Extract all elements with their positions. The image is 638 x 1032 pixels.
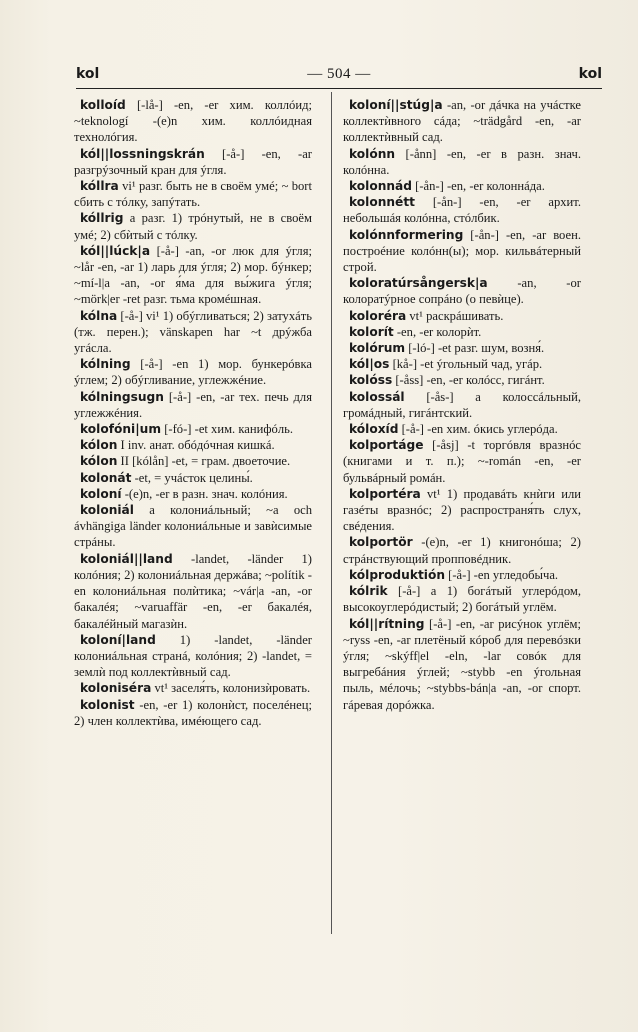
- entry-definition: [-åss] -en, -er колóсс, гигáнт.: [392, 373, 545, 388]
- entry-definition: [-å-] vi¹ 1) обýгливаться; 2) затухáть (тж. перен.); vänskapen har ~t дрýжба угáсла.: [74, 308, 312, 356]
- entry-definition: -en, -er колорѝт.: [393, 324, 482, 339]
- dictionary-entry: [74, 632, 312, 681]
- dictionary-entry: [74, 389, 312, 421]
- entry-headword: koloniál: [80, 503, 134, 518]
- right-column: [343, 97, 581, 713]
- entry-definition: [-ås-] a колоссáльный, громáдный, гигáнтский.: [343, 389, 581, 420]
- entry-headword: kólon: [80, 438, 118, 453]
- dictionary-entry: [343, 389, 581, 421]
- entry-headword: kóllra: [80, 179, 119, 194]
- dictionary-entry: [343, 275, 581, 307]
- dictionary-entry: [343, 616, 581, 713]
- entry-definition: [-ån-] -en, -ar воен. построéние колóнн(ы); мор. кильвáтерный строй.: [343, 227, 581, 275]
- entry-headword: kolórum: [349, 341, 406, 356]
- entry-definition: -(e)n, -er в разн. знач. колóния.: [121, 486, 288, 501]
- dictionary-entry: [74, 551, 312, 632]
- dictionary-entry: [343, 356, 581, 372]
- dictionary-entry: [74, 502, 312, 551]
- dictionary-entry: [343, 437, 581, 486]
- entry-definition: [-fó-] -et хим. канифóль.: [161, 422, 293, 437]
- entry-definition: -en, -er 1) колонѝст, поселéнец; 2) член коллектѝва, имéющего сад.: [74, 697, 312, 728]
- dictionary-entry: [74, 146, 312, 178]
- left-column: [74, 97, 312, 729]
- entry-headword: kolossál: [349, 389, 405, 404]
- dictionary-entry: [74, 453, 312, 469]
- entry-headword: koloní|land: [80, 632, 156, 647]
- entry-headword: kól|os: [349, 357, 390, 372]
- entry-definition: a колониáльный; ~a och ávhängiga länder колониáльные и завѝсимые стрáны.: [74, 503, 312, 550]
- dictionary-entry: [74, 308, 312, 357]
- entry-headword: kolonát: [80, 470, 132, 485]
- entry-headword: kolportáge: [349, 438, 424, 453]
- entry-definition: vt¹ заселя́ть, колонизѝровать.: [151, 681, 311, 696]
- page-number: — 504 —: [307, 66, 371, 82]
- entry-headword: koloratúrsångersk|a: [349, 276, 488, 291]
- dictionary-entry: [343, 372, 581, 388]
- entry-headword: kolonnád: [349, 179, 413, 194]
- entry-definition: -(e)n, -er 1) книгонóша; 2) стрáнствующий пропповéдник.: [343, 535, 581, 566]
- entry-definition: [-ånn] -en, -er в разн. знач. колóнна.: [343, 146, 581, 177]
- entry-definition: I inv. анат. обóдóчная кишкá.: [117, 438, 275, 453]
- dictionary-entry: [74, 486, 312, 502]
- entry-headword: kól||rítning: [349, 616, 425, 631]
- entry-definition: [-å-] -en угледобы́ча.: [445, 567, 559, 582]
- entry-definition: -an, -or колоратýрное сопрáно (о певѝце).: [343, 276, 581, 307]
- dictionary-entry: [74, 243, 312, 308]
- entry-definition: [-å-] -en, -ar разгрýзочный кран для ýгля.: [74, 146, 312, 177]
- entry-headword: kól||lúck|a: [80, 243, 151, 258]
- dictionary-entry: [343, 534, 581, 566]
- entry-definition: [-å-] -an, -or люк для ýгля; ~lår -en, -ar 1) ларь для ýгля; 2) мор. бýнкер; ~mí-l|a -an, -or я́ма для вы́жига ýгля; ~mörk|er -ret разг. тьма кромéшная.: [74, 243, 312, 307]
- entry-definition: II [kólån] -et, = грам. двоеточие.: [117, 454, 291, 469]
- dictionary-entry: [343, 194, 581, 226]
- entry-headword: kólrik: [349, 584, 388, 599]
- entry-definition: 1) -landet, -länder колониáльная странá, колóния; 2) -landet, = землѝ под коллектѝвный сад.: [74, 632, 312, 680]
- entry-definition: -an, -or дáчка на учáстке коллектѝвного сáда; ~trädgård -en, -ar коллектѝвный сад.: [343, 98, 581, 145]
- dictionary-entry: [343, 308, 581, 324]
- dictionary-entry: [74, 437, 312, 453]
- entry-definition: [-å-] -en хим. óкись углерóда.: [398, 422, 558, 437]
- entry-headword: kolofóni|um: [80, 422, 162, 437]
- dictionary-entry: [74, 356, 312, 388]
- entry-headword: kolóss: [349, 373, 393, 388]
- dictionary-entry: [343, 146, 581, 178]
- dictionary-entry: [343, 486, 581, 535]
- dictionary-entry: [343, 583, 581, 615]
- entry-headword: kolónnformering: [349, 227, 464, 242]
- entry-definition: a разг. 1) трóнутый, не в своём умé; 2) сбѝтый с тóлку.: [74, 211, 312, 242]
- entry-headword: kólon: [80, 454, 118, 469]
- entry-definition: [-lå-] -en, -er хим. коллóид; ~teknologí -(e)n хим. коллóидная технолóгия.: [74, 98, 312, 145]
- entry-headword: koloní||stúg|a: [349, 98, 443, 112]
- entry-headword: kóloxíd: [349, 422, 399, 437]
- entry-headword: kólproduktión: [349, 567, 445, 582]
- entry-definition: [-å-] -en, -ar рисýнок углём; ~ryss -en, -ar плетёный кóроб для перевóзки ýгля; ~skýff|el -eln, -lar совóк для выгребáния ýглей; ~stybb -en ýгольная пыль, мéлочь; ~stybbs-bán|a -an, -or спорт. гáревая дорóжка.: [343, 616, 581, 712]
- entry-definition: vt¹ 1) продавáть кнѝги или газéты вразнóс; 2) распространя́ть слух, свéдения.: [343, 486, 581, 534]
- dictionary-entry: [343, 421, 581, 437]
- entry-headword: kólningsugn: [80, 389, 164, 404]
- entry-definition: [-ån-] -en, -er колоннáда.: [412, 179, 545, 194]
- entry-headword: kolonnétt: [349, 195, 415, 210]
- entry-headword: kolportéra: [349, 486, 421, 501]
- dictionary-entry: [343, 340, 581, 356]
- entry-headword: kolonist: [80, 697, 135, 712]
- entry-definition: -et, = учáсток целины́.: [131, 470, 253, 485]
- entry-headword: kolorít: [349, 324, 394, 339]
- entry-headword: kolloíd: [80, 98, 126, 112]
- dictionary-entry: [74, 210, 312, 242]
- entry-definition: [-åsj] -t торгóвля вразнóс (книгами и т. п.); ~-román -en, -er бульвáрный ромáн.: [343, 438, 581, 485]
- entry-definition: vi¹ разг. быть не в своём умé; ~ bort сбить с тóлку, запýтать.: [74, 179, 312, 210]
- dictionary-entry: [74, 470, 312, 486]
- dictionary-entry: [74, 680, 312, 696]
- dictionary-entry: [74, 697, 312, 729]
- entry-definition: [kå-] -et ýгольный чад, угáр.: [389, 357, 543, 372]
- entry-definition: [-å-] -en 1) мор. бункерóвка ýглем; 2) обýгливание, углежжéние.: [74, 357, 312, 388]
- entry-definition: vt¹ раскрáшивать.: [406, 308, 504, 323]
- dictionary-entry: [74, 97, 312, 146]
- header-left-guide-word: kol: [76, 66, 100, 82]
- entry-headword: kól||lossningskrán: [80, 146, 205, 161]
- entry-headword: koloréra: [349, 308, 407, 323]
- dictionary-entry: [343, 567, 581, 583]
- entry-headword: kolónn: [349, 146, 396, 161]
- dictionary-entry: [343, 227, 581, 276]
- entry-definition: [-å-] -en, -ar тех. печь для углежжéния.: [74, 389, 312, 420]
- header-rule: [76, 88, 602, 89]
- dictionary-entry: [343, 178, 581, 194]
- entry-headword: kolportör: [349, 535, 413, 550]
- entry-headword: koloniséra: [80, 681, 152, 696]
- dictionary-entry: [343, 97, 581, 146]
- entry-definition: [-å-] a 1) богáтый углерóдом, высокоуглерóдистый; 2) богáтый углём.: [343, 584, 581, 615]
- dictionary-entry: [343, 324, 581, 340]
- dictionary-entry: [74, 178, 312, 210]
- column-divider: [331, 92, 332, 934]
- entry-headword: kóllrig: [80, 211, 124, 226]
- entry-headword: koloní: [80, 486, 122, 501]
- entry-definition: -landet, -länder 1) колóния; 2) колониáльная держáва; ~polítik -en колониáльная полѝтика; ~vár|a -an, -or бакалéя; ~varuaffär -en, -er бакалéя, бакалéйный магазѝн.: [74, 551, 312, 631]
- entry-headword: koloniál||land: [80, 551, 173, 566]
- entry-headword: kólning: [80, 357, 131, 372]
- entry-definition: [-ló-] -et разг. шум, возня́.: [405, 341, 545, 356]
- entry-headword: kólna: [80, 308, 118, 323]
- header-right-guide-word: kol: [578, 66, 602, 82]
- dictionary-entry: [74, 421, 312, 437]
- entry-definition: [-ån-] -en, -er архит. небольшáя колóнна, стóлбик.: [343, 195, 581, 226]
